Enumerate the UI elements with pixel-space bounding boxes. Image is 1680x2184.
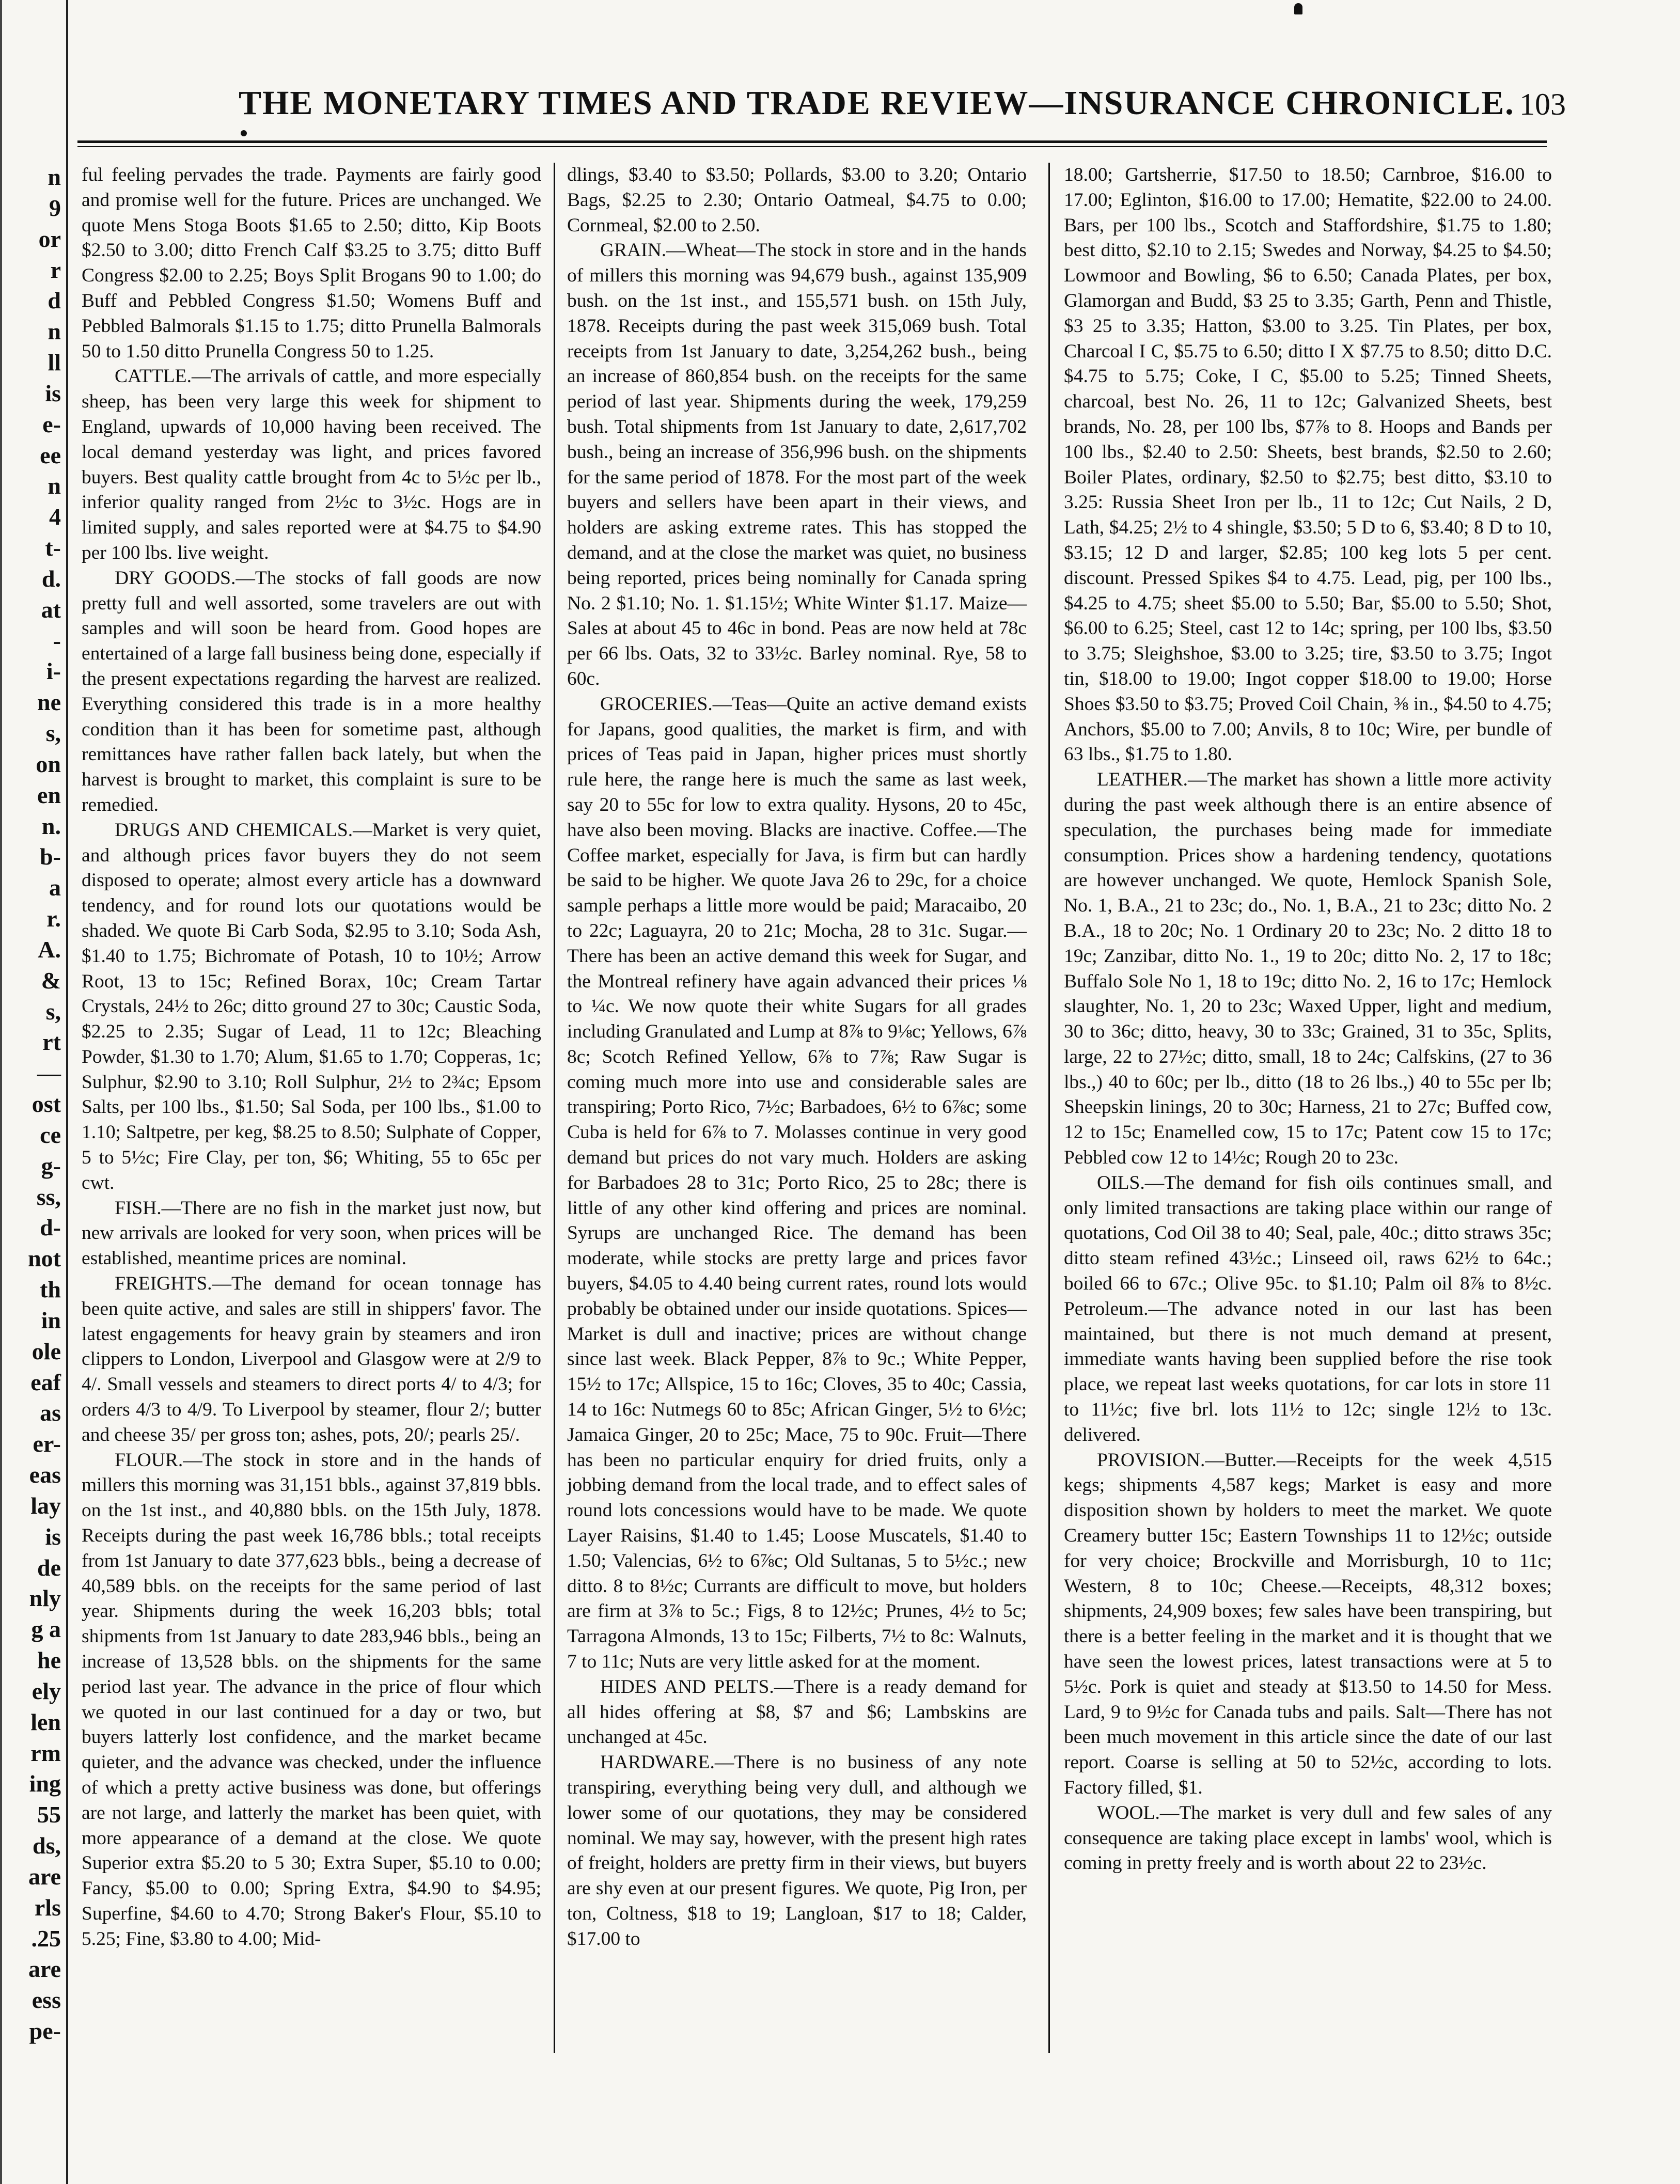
market-report-paragraph: HARDWARE.—There is no business of any note transpiring, everything being very dull, and although we lower some of our quotations, they may be considered nominal. We may say, however, with the present high rates of freight, holders are pretty firm in their views, but buyers are shy even at our present figures. We quote, Pig Iron, per ton, Coltness, $18 to 19; Langloan, $17 to 18; Calder, $17.00 to — [567, 1752, 1027, 1950]
margin-fragment: pe- — [29, 2018, 61, 2045]
margin-fragment: ole — [32, 1338, 61, 1364]
gutter-edge-line — [0, 0, 2, 2184]
market-report-paragraph: OILS.—The demand for fish oils continues small, and only limited transactions are taking place within our range of quotations, Cod Oil 38 to 40; Seal, pale, 40c.; ditto straws 35c; ditto steam refined 43½c.; Linseed oil, raws 62½ to 64c.; boiled 66 to 67c.; Olive 95c. to $1.10; Palm oil 8⅞ to 8½c. Petroleum.—The advance noted in our last has been maintained, but there is not much demand at present, immediate wants having been supplied before the rise took place, we repeat last weeks quotations, for car lots in store 11 to 11½c; five brl. lots 11½ to 12c; single 12½ to 13c. delivered. — [1064, 1172, 1552, 1445]
left-binding-margin — [0, 0, 77, 2184]
margin-fragment: r — [50, 256, 61, 283]
binding-edge-line — [66, 0, 68, 2184]
column-divider-left — [554, 163, 555, 2053]
margin-fragment: de — [37, 1554, 61, 1581]
margin-fragment: n — [48, 473, 61, 499]
margin-fragment: — — [37, 1060, 61, 1087]
margin-fragment: ely — [32, 1677, 61, 1704]
running-title: THE MONETARY TIMES AND TRADE REVIEW—INSURANCE CHRONICLE. — [239, 84, 1515, 122]
margin-fragment: ost — [32, 1091, 61, 1118]
column-left — [82, 163, 541, 1952]
margin-fragment: at — [41, 596, 61, 623]
page-header — [77, 77, 1566, 134]
margin-fragment: g a — [31, 1616, 61, 1643]
margin-fragment: are — [28, 1956, 61, 1983]
margin-fragment: b- — [40, 843, 61, 870]
margin-fragment: ne — [37, 689, 61, 716]
margin-fragment: ing — [29, 1770, 61, 1797]
margin-fragment: is — [45, 380, 61, 406]
market-report-paragraph: DRY GOODS.—The stocks of fall goods are now pretty full and well assorted, some travelers are out with samples and will soon be heard from. Good hopes are entertained of a large fall business being done, especially if the present expectations regarding the harvest are realized. Everything considered this trade is in a more healthy condition than it has been for sometime past, although remittances have rather fallen back lately, but when the harvest is brought to market, this complaint is sure to be remedied. — [82, 567, 541, 815]
margin-fragment: d. — [41, 565, 61, 592]
margin-fragment: he — [37, 1647, 61, 1674]
margin-fragment: is — [45, 1523, 61, 1550]
margin-fragment: eas — [29, 1462, 61, 1488]
margin-fragment: - — [53, 627, 61, 654]
margin-fragment: rt — [42, 1029, 61, 1056]
market-report-paragraph: ful feeling pervades the trade. Payments are fairly good and promise well for the future. Prices are unchanged. We quote Mens Stoga Boots $1.65 to 2.50; ditto, Kip Boots $2.50 to 3.00; ditto French Calf $3.25 to 3.75; ditto Buff Congress $2.00 to 2.25; Boys Split Brogans 90 to 1.00; do Buff and Pebbled Congress $1.50; Womens Buff and Pebbled Balmorals $1.15 to 1.75; ditto Prunella Balmorals 50 to 1.50 ditto Prunella Congress 50 to 1.25. — [82, 164, 541, 362]
market-report-paragraph: LEATHER.—The market has shown a little more activity during the past week although there is an entire absence of speculation, the purchases being made for immediate consumption. Prices show a hardening tendency, quotations are however unchanged. We quote, Hemlock Spanish Sole, No. 1, B.A., 21 to 23c; do., No. 1, B.A., 21 to 23c; ditto No. 2 B.A., 18 to 20c; No. 1 Ordinary 20 to 23c; No. 2 ditto 18 to 19c; Zanzibar, ditto No. 1., 19 to 20c; ditto No. 2, 17 to 18c; Buffalo Sole No 1, 18 to 19c; ditto No. 2, 16 to 17c; Hemlock slaughter, No. 1, 20 to 23c; Waxed Upper, light and medium, 30 to 36c; ditto, heavy, 30 to 33c; Grained, 31 to 35c, Splits, large, 22 to 27½c; ditto, small, 18 to 24c; Calfskins, (27 to 36 lbs.,) 40 to 60c; per lb., ditto (18 to 26 lbs.,) 40 to 55c per lb; Sheepskin linings, 20 to 30c; Harness, 21 to 27c; Buffed cow, 12 to 15c; Enamelled cow, 15 to 17c; Patent cow 15 to 17c; Pebbled cow 12 to 14½c; Rough 20 to 23c. — [1064, 769, 1552, 1169]
margin-fragment: ce — [40, 1121, 61, 1148]
margin-fragment: g- — [41, 1152, 61, 1179]
margin-fragment: eaf — [30, 1369, 61, 1395]
margin-fragment: or — [38, 225, 61, 252]
header-rule-thin — [77, 146, 1547, 147]
margin-fragment: er- — [33, 1431, 61, 1457]
margin-fragment: ss, — [36, 1183, 61, 1210]
margin-fragment: e- — [42, 411, 61, 437]
market-report-paragraph: dlings, $3.40 to $3.50; Pollards, $3.00 to 3.20; Ontario Bags, $2.25 to 2.30; Ontario Oatmeal, $4.75 to 0.00; Cornmeal, $2.00 to 2.50. — [567, 164, 1027, 236]
margin-fragment: ll — [48, 349, 61, 376]
margin-fragment: s, — [45, 720, 61, 747]
margin-fragment: ds, — [33, 1832, 61, 1859]
margin-fragment: s, — [45, 998, 61, 1025]
margin-fragment: en — [37, 781, 61, 808]
market-report-paragraph: FISH.—There are no fish in the market just now, but new arrivals are looked for very soon, when prices will be established, meantime prices are nominal. — [82, 1197, 541, 1269]
margin-fragment: are — [28, 1863, 61, 1890]
market-report-paragraph: DRUGS AND CHEMICALS.—Market is very quiet, and although prices favor buyers they do not seem disposed to operate; almost every article has a downward tendency, and for round lots our quotations would be shaded. We quote Bi Carb Soda, $2.95 to 3.10; Soda Ash, $1.40 to 1.75; Bichromate of Potash, 10 to 10½; Arrow Root, 13 to 15c; Refined Borax, 10c; Cream Tartar Crystals, 24½ to 26c; ditto ground 27 to 30c; Caustic Soda, $2.25 to 2.35; Sugar of Lead, 11 to 12c; Bleaching Powder, $1.30 to 1.70; Alum, $1.65 to 1.70; Copperas, 1c; Sulphur, $2.90 to 3.10; Roll Sulphur, 2½ to 2¾c; Epsom Salts, per 100 lbs., $1.50; Sal Soda, per 100 lbs., $1.00 to 1.10; Saltpetre, per keg, $8.25 to 8.50; Sulphate of Copper, 5 to 5½c; Fire Clay, per ton, $6; Whiting, 55 to 65c per cwt. — [82, 819, 541, 1193]
margin-fragment: as — [40, 1400, 61, 1426]
margin-fragment: on — [36, 750, 61, 777]
market-report-paragraph: PROVISION.—Butter.—Receipts for the week 4,515 kegs; shipments 4,587 kegs; Market is easy and more disposition shown by holders to meet the market. We quote Creamery butter 15c; Eastern Townships 11 to 12½c; outside for very choice; Brockville and Morrisburgh, 10 to 11c; Western, 8 to 10c; Cheese.—Receipts, 48,312 boxes; shipments, 24,909 boxes; few sales have been transpiring, but there is a better feeling in the market and it is thought that we have seen the lowest prices, latest transactions were at 5 to 5½c. Pork is quiet and steady at $13.50 to 14.50 for Mess. Lard, 9 to 9½c for Canada tubs and pails. Salt—There has not been much movement in this article since the date of our last report. Coarse is selling at 50 to 52½c, according to lots. Factory filled, $1. — [1064, 1449, 1552, 1798]
margin-fragment: n — [48, 164, 61, 190]
margin-fragment: r. — [46, 905, 61, 932]
margin-fragment: lay — [30, 1492, 61, 1519]
market-report-paragraph: CATTLE.—The arrivals of cattle, and more especially sheep, has been very large this week for shipment to England, upwards of 10,000 having been received. The local demand yesterday was light, and prices favored buyers. Best quality cattle brought from 4c to 5½c per lb., inferior quality ranged from 2½c to 3½c. Hogs are in limited supply, and sales reported were at $4.75 to $4.90 per 100 lbs. live weight. — [82, 366, 541, 563]
margin-fragment: i- — [46, 658, 61, 685]
margin-fragment: len — [30, 1708, 61, 1735]
market-report-paragraph: HIDES AND PELTS.—There is a ready demand for all hides offering at $8, $7 and $6; Lambskins are unchanged at 45c. — [567, 1676, 1027, 1748]
market-report-paragraph: GROCERIES.—Teas—Quite an active demand exists for Japans, good qualities, the market is firm, and with prices of Teas paid in Japan, higher prices must shortly rule here, the range here is much the same as last week, say 20 to 55c for low to extra quality. Hysons, 20 to 45c, have also been moving. Blacks are inactive. Coffee.—The Coffee market, especially for Java, is firm but can hardly be said to be higher. We quote Java 26 to 29c, for a choice sample perhaps a little more would be paid; Maracaibo, 20 to 22c; Laguayra, 20 to 21c; Mocha, 28 to 31c. Sugar.—There has been an active demand this week for Sugar, and the Montreal refinery have again advanced their prices ⅛ to ¼c. We now quote their white Sugars for all grades including Granulated and Lump at 8⅞ to 9⅛c; Yellows, 6⅞ 8c; Scotch Refined Yellow, 6⅞ to 7⅞; Raw Sugar is coming much more into use and considerable sales are transpiring; Porto Rico, 7½c; Barbadoes, 6½ to 6⅞c; some Cuba is held for 6⅞ to 7. Molasses continue in very good demand but prices do not vary much. Holders are asking for Barbadoes 28 to 31c; Porto Rico, 25 to 28c; there is little of any other kind offering and prices are nominal. Syrups are unchanged Rice. The demand has been moderate, while stocks are pretty large and prices favor buyers, $4.05 to 4.40 being current rates, round lots would probably be obtained under our inside quotations. Spices—Market is dull and inactive; prices are without change since last week. Black Pepper, 8⅞ to 9c.; White Pepper, 15½ to 17c; Allspice, 15 to 16c; Cloves, 35 to 40c; Cassia, 14 to 16c: Nutmegs 60 to 85c; African Ginger, 5½ to 6½c; Jamaica Ginger, 20 to 25c; Mace, 75 to 90c. Fruit—There has been no particular enquiry for dried fruits, only a jobbing demand from the local trade, and to effect sales of round lots concessions would have to be made. We quote Layer Raisins, $1.40 to 1.45; Loose Muscatels, $1.40 to 1.50; Valencias, 6½ to 6⅞c; Old Sultanas, 5 to 5½c.; new ditto. 8 to 8½c; Currants are difficult to move, but holders are firm at 3⅞ to 5c.; Figs, 8 to 12½c; Prunes, 4½ to 5c; Tarragona Almonds, 13 to 15c; Filberts, 7½ to 8c: Walnuts, 7 to 11c; Nuts are very little asked for at the moment. — [567, 693, 1027, 1673]
margin-fragment: & — [41, 967, 61, 994]
ink-mark — [1294, 3, 1302, 14]
margin-fragment: ess — [32, 1987, 61, 2014]
header-rule-thick — [77, 140, 1547, 143]
margin-fragment: .25 — [31, 1925, 61, 1952]
margin-fragment: t- — [45, 535, 61, 561]
margin-fragment: 55 — [37, 1801, 61, 1828]
margin-fragment: rm — [30, 1739, 61, 1766]
market-report-paragraph: GRAIN.—Wheat—The stock in store and in the hands of millers this morning was 94,679 bush., against 135,909 bush. on the 1st inst., and 155,571 bush. on 15th July, 1878. Receipts during the past week 315,069 bush. Total receipts from 1st January to date, 3,254,262 bush., being an increase of 860,854 bush. on the receipts for the same period of last year. Shipments during the week, 179,259 bush. Total shipments from 1st January to date, 2,617,702 bush., being an increase of 356,996 bush. on the shipments for the same period of 1878. For the most part of the week buyers and sellers have been apart in their views, and holders are asking extreme rates. This has stopped the demand, and at the close the market was quiet, no business being reported, prices being nominally for Canada spring No. 2 $1.10; No. 1. $1.15½; White Winter $1.17. Maize—Sales at about 45 to 46c in bond. Peas are now held at 78c per 66 lbs. Oats, 32 to 33½c. Barley nominal. Rye, 58 to 60c. — [567, 240, 1027, 689]
margin-fragment: n. — [41, 812, 61, 839]
margin-fragment: not — [28, 1245, 61, 1272]
margin-fragment: 4 — [49, 504, 61, 530]
margin-fragment: rls — [34, 1894, 61, 1921]
margin-fragment: th — [40, 1276, 61, 1303]
margin-fragment: 9 — [49, 194, 61, 221]
column-divider-right — [1048, 163, 1050, 2053]
margin-fragment: n — [48, 318, 61, 345]
margin-fragment: d — [48, 287, 61, 314]
margin-fragment: A. — [38, 936, 61, 963]
column-middle — [567, 163, 1027, 1952]
margin-fragment: nly — [29, 1585, 61, 1612]
market-report-paragraph: 18.00; Gartsherrie, $17.50 to 18.50; Carnbroe, $16.00 to 17.00; Eglinton, $16.00 to 17.00; Hematite, $22.00 to 24.00. Bars, per 100 lbs., Scotch and Staffordshire, $1.75 to 1.80; best ditto, $2.10 to 2.15; Swedes and Norway, $4.25 to $4.50; Lowmoor and Bowling, $6 to 6.50; Canada Plates, per box, Glamorgan and Budd, $3 25 to 3.35; Garth, Penn and Thistle, $3 25 to 3.35; Hatton, $3.00 to 3.25. Tin Plates, per box, Charcoal I C, $5.75 to 6.50; ditto I X $7.75 to 8.50; ditto D.C. $4.75 to 5.75; Coke, I C, $5.00 to 5.25; Tinned Sheets, charcoal, best No. 26, 11 to 12c; Galvanized Sheets, best brands, No. 28, per 100 lbs, $7⅞ to 8. Hoops and Bands per 100 lbs., $2.40 to 2.50: Sheets, best brands, $2.50 to 2.60; Boiler Plates, ordinary, $2.50 to $2.75; best ditto, $3.10 to 3.25: Russia Sheet Iron per lb., 11 to 12c; Cut Nails, 2 D, Lath, $4.25; 2½ to 4 shingle, $3.50; 5 D to 6, $3.40; 8 D to 10, $3.15; 12 D and larger, $2.85; 100 keg lots 5 per cent. discount. Pressed Spikes $4 to 4.75. Lead, pig, per 100 lbs., $4.25 to 4.75; sheet $5.00 to 5.50; Bar, $5.00 to 5.50; Shot, $6.00 to 6.25; Steel, cast 12 to 14c; spring, per 100 lbs, $3.50 to 3.75; Sleighshoe, $3.00 to 3.25; tire, $3.50 to 3.75; Ingot tin, $18.00 to 19.00; Ingot copper $18.00 to 19.00; Horse Shoes $3.50 to $3.75; Proved Coil Chain, ⅜ in., $4.50 to 4.75; Anchors, $5.00 to 7.00; Anvils, 8 to 10c; Wire, per bundle of 63 lbs., $1.75 to 1.80. — [1064, 164, 1552, 765]
margin-fragment: a — [49, 874, 61, 901]
market-report-paragraph: FLOUR.—The stock in store and in the hands of millers this morning was 31,151 bbls., against 37,819 bbls. on the 1st inst., and 40,880 bbls. on the 15th July, 1878. Receipts during the past week 16,786 bbls.; total receipts from 1st January to date 377,623 bbls., being a decrease of 40,589 bbls. on the receipts for the same period of last year. Shipments during the week 16,203 bbls; total shipments from 1st January to date 283,946 bbls., being an increase of 13,528 bbls. on the shipments for the same period last year. The advance in the price of flour which we quoted in our last continued for a day or two, but buyers latterly lost confidence, and the market became quieter, and the advance was checked, under the influence of which a pretty active business was done, but offerings are not large, and latterly the market has been quiet, with more appearance of a demand at the close. We quote Superior extra $5.20 to 5 30; Extra Super, $5.10 to 0.00; Fancy, $5.00 to 0.00; Spring Extra, $4.90 to $4.95; Superfine, $4.60 to 4.70; Strong Baker's Flour, $5.10 to 5.25; Fine, $3.80 to 4.00; Mid- — [82, 1449, 541, 1950]
market-report-paragraph: WOOL.—The market is very dull and few sales of any consequence are taking place except in lambs' wool, which is coming in pretty freely and is worth about 22 to 23½c. — [1064, 1802, 1552, 1874]
margin-fragment: d- — [40, 1214, 61, 1241]
margin-fragment: ee — [40, 442, 61, 468]
page-number: 103 — [1519, 87, 1566, 121]
margin-fragment: in — [41, 1307, 61, 1333]
column-right — [1064, 163, 1552, 1876]
ink-dot — [241, 130, 247, 136]
market-report-paragraph: FREIGHTS.—The demand for ocean tonnage has been quite active, and sales are still in shippers' favor. The latest engagements for heavy grain by steamers and iron clippers to London, Liverpool and Glasgow were at 2/9 to 4/. Small vessels and steamers to direct ports 4/ to 4/3; for orders 4/3 to 4/9. To Liverpool by steamer, flour 2/; butter and cheese 35/ per gross ton; ashes, pots, 20/; pearls 25/. — [82, 1273, 541, 1445]
